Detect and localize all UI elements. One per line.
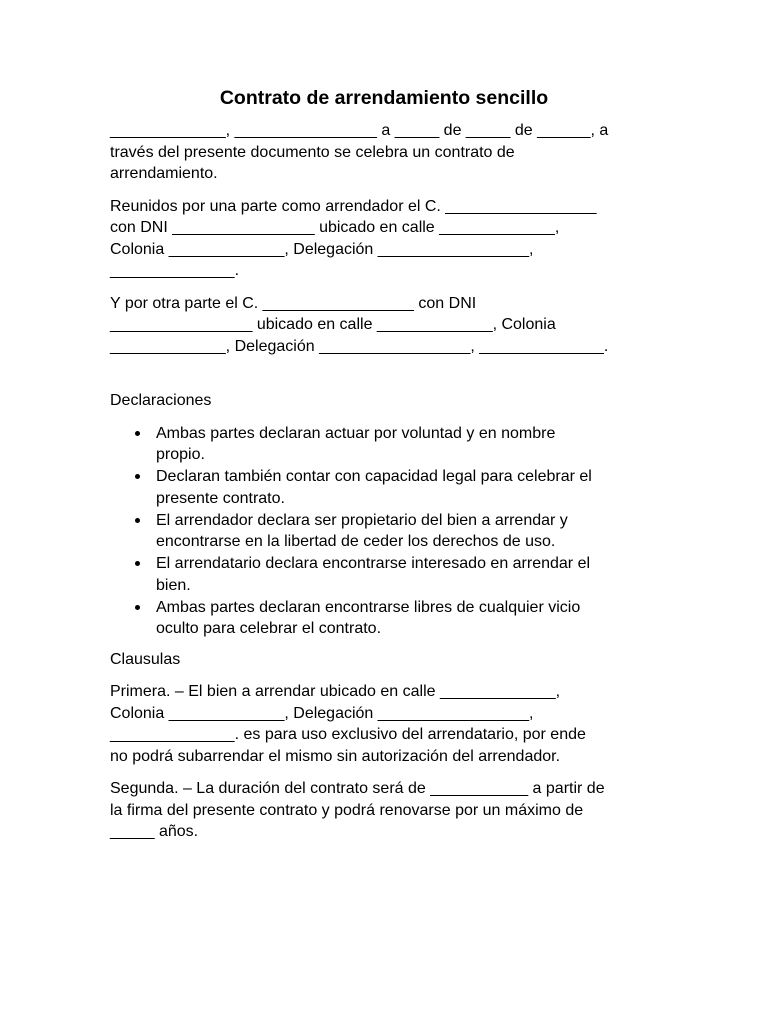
declaraciones-list [110,423,670,640]
clausula-segunda: Segunda. – La duración del contrato será de ___________ a partir de la firma del presente contrato y podrá renovarse por un máximo de _____ años. [110,780,605,840]
clausulas-heading: Clausulas [110,650,181,668]
list-item: El arrendatario declara encontrarse interesado en arrendar el bien. [156,553,670,596]
date-paragraph: _____________, ________________ a _____ de _____ de ______, a través del presente documento se celebra un contrato de arrendamiento. [110,122,609,182]
arrendador-paragraph: Reunidos por una parte como arrendador el C. _________________ con DNI ________________ ubicado en calle _____________, Colonia _____________, Delegación _________________, ______________. [110,197,597,279]
list-item: Ambas partes declaran actuar por voluntad y en nombre propio. [156,423,670,466]
list-item: El arrendador declara ser propietario del bien a arrendar y encontrarse en la libertad de ceder los derechos de uso. [156,510,670,553]
arrendatario-paragraph: Y por otra parte el C. _________________ con DNI ________________ ubicado en calle _____________, Colonia _____________, Delegación _________________, ______________. [110,294,609,355]
document-title: Contrato de arrendamiento sencillo [219,87,549,109]
clausula-primera: Primera. – El bien a arrendar ubicado en calle _____________, Colonia _____________, Delegación _________________, ______________. es para uso exclusivo del arrendatario, por ende no podrá subarrendar el mismo sin autorización del arrendador. [110,683,586,765]
document-body [110,120,670,843]
declaraciones-heading: Declaraciones [110,392,212,409]
list-item: Ambas partes declaran encontrarse libres de cualquier vicio oculto para celebrar el contrato. [156,597,670,640]
list-item: Declaran también contar con capacidad legal para celebrar el presente contrato. [156,466,670,509]
